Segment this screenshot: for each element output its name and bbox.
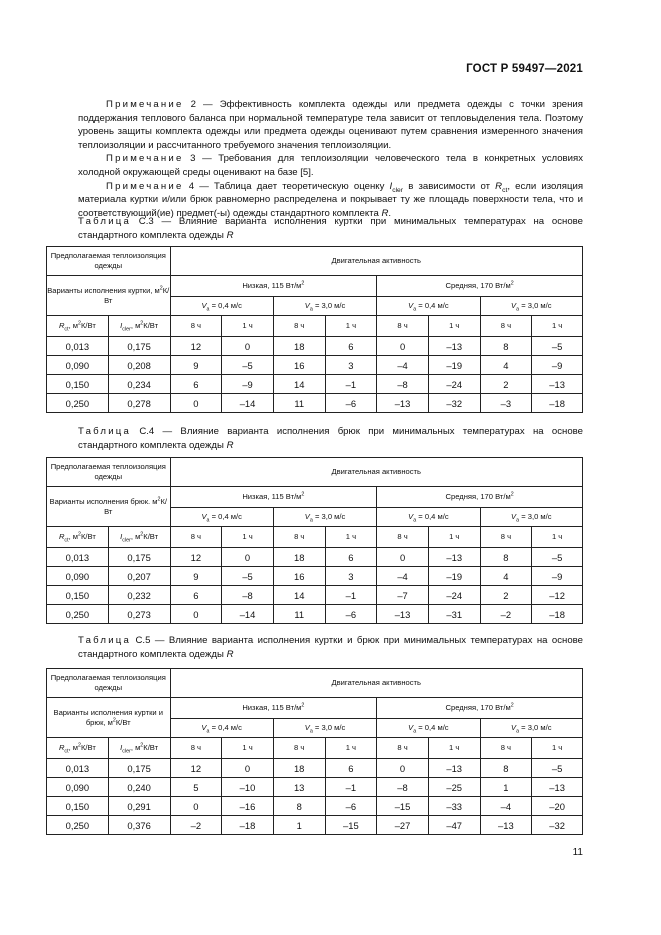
temperature-value: 0 [170, 797, 222, 816]
temperature-value: 11 [273, 394, 325, 413]
temperature-value: –8 [377, 778, 429, 797]
table-row [47, 548, 583, 567]
duration-header: 8 ч [273, 738, 325, 759]
duration-header: 1 ч [222, 527, 274, 548]
temperature-value: 1 [480, 778, 532, 797]
duration-header: 8 ч [480, 316, 532, 337]
temperature-value: –18 [222, 816, 274, 835]
caption-text: — Влияние варианта исполнения брюк при минимальных температурах на основе стандартного комплекта одежды [78, 426, 583, 451]
duration-header: 1 ч [428, 527, 480, 548]
temperature-value: –7 [377, 586, 429, 605]
activity-medium: Средняя, 170 $Вт/м^2$ [377, 487, 583, 508]
duration-header: 1 ч [428, 738, 480, 759]
table-row [47, 567, 583, 586]
table-row [47, 356, 583, 375]
temperature-value: 6 [325, 548, 377, 567]
icler-value: 0,273 [108, 605, 170, 624]
table-caption [78, 425, 583, 452]
icler-value: 0,240 [108, 778, 170, 797]
temperature-value: 0 [222, 759, 274, 778]
note-4: Примечание 4 — Таблица дает теоретическую оценку $I_{cler}$ в зависимости от $R_{ct}$, если изоляция материала куртки и/или брюк равномерно распределена и покрывает ту же площадь поверхности тела, что и соответствующий(ие) предмет(-ы) одежды стандартного комплекта R. [78, 180, 584, 219]
duration-header: 8 ч [377, 316, 429, 337]
table-row [47, 759, 583, 778]
table-row [47, 586, 583, 605]
duration-header: 1 ч [222, 738, 274, 759]
temperature-value: 0 [222, 337, 274, 356]
temperature-value: –47 [428, 816, 480, 835]
temperature-value: 6 [325, 337, 377, 356]
temperature-value: –32 [428, 394, 480, 413]
caption-num: С.3 [138, 216, 154, 227]
rct-value: 0,150 [47, 586, 109, 605]
activity-header: Двигательная активность [170, 669, 583, 698]
temperature-value: 0 [170, 605, 222, 624]
temperature-value: –13 [377, 605, 429, 624]
header-row [47, 738, 583, 759]
note-2: Примечание 2 — Эффективность комплекта одежды или предмета одежды с точки зрения поддержания теплового баланса при нормальной температуре тела зависит от тепловыделения тела. Поэтому уровень защиты комплекта одежды или предмета одежды оценивают путем сравнения измеренного значения теплоизоляции и рассчитанного требуемого значения теплоизоляции. [78, 99, 583, 151]
data-table [46, 668, 583, 835]
temperature-value: 16 [273, 356, 325, 375]
rct-value: 0,150 [47, 375, 109, 394]
temperature-value: –12 [532, 586, 583, 605]
rct-value: 0,090 [47, 356, 109, 375]
temperature-value: 3 [325, 356, 377, 375]
caption-symbol: R [226, 229, 234, 241]
duration-header: 1 ч [325, 316, 377, 337]
temperature-value: 4 [480, 356, 532, 375]
wind-speed-header: $V_a = 3,0$ м/с [273, 508, 376, 527]
rct-value: 0,250 [47, 605, 109, 624]
icler-value: 0,207 [108, 567, 170, 586]
temperature-value: –1 [325, 778, 377, 797]
duration-header: 8 ч [480, 527, 532, 548]
temperature-value: –27 [377, 816, 429, 835]
temperature-value: 3 [325, 567, 377, 586]
temperature-value: 9 [170, 567, 222, 586]
icler-value: 0,234 [108, 375, 170, 394]
wind-speed-header: $V_a = 0,4$ м/с [377, 508, 480, 527]
temperature-value: 12 [170, 548, 222, 567]
temperature-value: –13 [480, 816, 532, 835]
temperature-value: –13 [377, 394, 429, 413]
temperature-value: 2 [480, 375, 532, 394]
icler-value: 0,278 [108, 394, 170, 413]
rct-value: 0,013 [47, 759, 109, 778]
table-row [47, 816, 583, 835]
temperature-value: –13 [532, 375, 583, 394]
temperature-value: –19 [428, 567, 480, 586]
temperature-value: 14 [273, 586, 325, 605]
temperature-value: –5 [532, 759, 583, 778]
icler-header: $I_{cler}$, $м^2К/Вт$ [108, 527, 170, 548]
temperature-value: 11 [273, 605, 325, 624]
temperature-value: –13 [428, 759, 480, 778]
duration-header: 1 ч [532, 316, 583, 337]
table-row [47, 375, 583, 394]
activity-medium: Средняя, 170 $Вт/м^2$ [377, 698, 583, 719]
rct-value: 0,013 [47, 337, 109, 356]
header-row [47, 669, 583, 698]
temperature-value: 12 [170, 337, 222, 356]
rct-header: $R_{ct}$, $м^2К/Вт$ [47, 527, 109, 548]
temperature-value: –5 [222, 356, 274, 375]
duration-header: 1 ч [325, 738, 377, 759]
wind-speed-header: $V_a = 0,4$ м/с [377, 719, 480, 738]
temperature-value: 12 [170, 759, 222, 778]
icler-value: 0,208 [108, 356, 170, 375]
activity-header: Двигательная активность [170, 458, 583, 487]
wind-speed-header: $V_a = 3,0$ м/с [273, 297, 376, 316]
temperature-value: 8 [480, 337, 532, 356]
wind-speed-header: $V_a = 0,4$ м/с [377, 297, 480, 316]
temperature-value: –25 [428, 778, 480, 797]
page-number: 11 [572, 847, 583, 858]
duration-header: 1 ч [428, 316, 480, 337]
duration-header: 1 ч [532, 738, 583, 759]
header-row [47, 276, 583, 297]
temperature-value: –19 [428, 356, 480, 375]
duration-header: 1 ч [222, 316, 274, 337]
temperature-value: 0 [377, 337, 429, 356]
temperature-value: 8 [273, 797, 325, 816]
temperature-value: –18 [532, 394, 583, 413]
rct-header: $R_{ct}$, $м^2К/Вт$ [47, 316, 109, 337]
data-table [46, 457, 583, 624]
rct-value: 0,090 [47, 778, 109, 797]
temperature-value: –20 [532, 797, 583, 816]
rct-value: 0,150 [47, 797, 109, 816]
caption-word: Таблица [78, 635, 132, 646]
temperature-value: –15 [377, 797, 429, 816]
rct-value: 0,250 [47, 816, 109, 835]
temperature-value: 0 [222, 548, 274, 567]
temperature-value: 0 [377, 759, 429, 778]
header-row [47, 247, 583, 276]
header-row [47, 698, 583, 719]
temperature-value: 18 [273, 337, 325, 356]
note-3: Примечание 3 — Требования для теплоизоляции человеческого тела в конкретных условиях холодной окружающей среды оценивают на базе [5]. [78, 153, 583, 178]
temperature-value: –2 [170, 816, 222, 835]
header-row [47, 487, 583, 508]
wind-speed-header: $V_a = 3,0$ м/с [480, 297, 582, 316]
temperature-value: –13 [428, 548, 480, 567]
table-row [47, 337, 583, 356]
temperature-value: 14 [273, 375, 325, 394]
caption-word: Таблица [78, 426, 132, 437]
temperature-value: –24 [428, 375, 480, 394]
caption-num: С.4 [139, 426, 155, 437]
temperature-value: –1 [325, 586, 377, 605]
duration-header: 8 ч [273, 527, 325, 548]
header-row [47, 527, 583, 548]
icler-value: 0,175 [108, 548, 170, 567]
temperature-value: –5 [532, 337, 583, 356]
activity-low: Низкая, 115 $Вт/м^2$ [170, 698, 377, 719]
rct-value: 0,013 [47, 548, 109, 567]
wind-speed-header: $V_a = 0,4$ м/с [170, 508, 273, 527]
temperature-value: –8 [222, 586, 274, 605]
temperature-value: 1 [273, 816, 325, 835]
duration-header: 8 ч [377, 738, 429, 759]
wind-speed-header: $V_a = 0,4$ м/с [170, 297, 273, 316]
duration-header: 8 ч [170, 738, 222, 759]
caption-word: Таблица [78, 216, 132, 227]
temperature-value: –6 [325, 394, 377, 413]
temperature-value: 5 [170, 778, 222, 797]
data-table [46, 246, 583, 413]
temperature-value: –4 [377, 567, 429, 586]
temperature-value: –10 [222, 778, 274, 797]
table-caption [78, 215, 583, 242]
temperature-value: –31 [428, 605, 480, 624]
assumed-insulation-header: Предполагаемая теплоизоляция одежды [47, 458, 171, 487]
temperature-value: –6 [325, 605, 377, 624]
temperature-value: –5 [222, 567, 274, 586]
temperature-value: –4 [377, 356, 429, 375]
temperature-value: –4 [480, 797, 532, 816]
wind-speed-header: $V_a = 3,0$ м/с [273, 719, 376, 738]
activity-medium: Средняя, 170 $Вт/м^2$ [377, 276, 583, 297]
wind-speed-header: $V_a = 3,0$ м/с [480, 719, 582, 738]
icler-value: 0,175 [108, 337, 170, 356]
temperature-value: –15 [325, 816, 377, 835]
duration-header: 8 ч [480, 738, 532, 759]
temperature-value: 0 [170, 394, 222, 413]
temperature-value: 6 [325, 759, 377, 778]
temperature-value: –33 [428, 797, 480, 816]
temperature-value: 2 [480, 586, 532, 605]
wind-speed-header: $V_a = 3,0$ м/с [480, 508, 582, 527]
duration-header: 8 ч [170, 316, 222, 337]
temperature-value: 13 [273, 778, 325, 797]
duration-header: 8 ч [273, 316, 325, 337]
activity-low: Низкая, 115 $Вт/м^2$ [170, 276, 377, 297]
caption-symbol: R [226, 648, 234, 660]
header-row [47, 458, 583, 487]
temperature-value: –13 [428, 337, 480, 356]
temperature-value: 18 [273, 759, 325, 778]
table-row [47, 797, 583, 816]
temperature-value: –5 [532, 548, 583, 567]
icler-header: $I_{cler}$, $м^2К/Вт$ [108, 316, 170, 337]
icler-header: $I_{cler}$, $м^2К/Вт$ [108, 738, 170, 759]
temperature-value: 6 [170, 586, 222, 605]
icler-value: 0,232 [108, 586, 170, 605]
temperature-value: –9 [532, 356, 583, 375]
temperature-value: 9 [170, 356, 222, 375]
temperature-value: –14 [222, 605, 274, 624]
notes-block [78, 98, 583, 220]
variant-header: Варианты исполнения куртки и брюк, $м^2К/Вт$ [47, 698, 171, 738]
temperature-value: –24 [428, 586, 480, 605]
temperature-value: 18 [273, 548, 325, 567]
assumed-insulation-header: Предполагаемая теплоизоляция одежды [47, 669, 171, 698]
variant-header: Варианты исполнения брюк. $м^2К/Вт$ [47, 487, 171, 527]
temperature-value: –32 [532, 816, 583, 835]
table-row [47, 605, 583, 624]
temperature-value: –13 [532, 778, 583, 797]
temperature-value: –3 [480, 394, 532, 413]
variant-header: Варианты исполнения куртки, $м^2К/Вт$ [47, 276, 171, 316]
duration-header: 8 ч [377, 527, 429, 548]
temperature-value: –16 [222, 797, 274, 816]
temperature-value: –1 [325, 375, 377, 394]
rct-header: $R_{ct}$, $м^2К/Вт$ [47, 738, 109, 759]
activity-header: Двигательная активность [170, 247, 583, 276]
temperature-value: 4 [480, 567, 532, 586]
rct-value: 0,250 [47, 394, 109, 413]
table-caption [78, 634, 583, 661]
duration-header: 8 ч [170, 527, 222, 548]
caption-text: — Влияние варианта исполнения куртки при минимальных температурах на основе стандартного комплекта одежды [78, 216, 583, 241]
header-row [47, 316, 583, 337]
table-row [47, 778, 583, 797]
rct-value: 0,090 [47, 567, 109, 586]
temperature-value: 6 [170, 375, 222, 394]
caption-num: С.5 [135, 635, 151, 646]
icler-value: 0,376 [108, 816, 170, 835]
temperature-value: –2 [480, 605, 532, 624]
temperature-value: 8 [480, 759, 532, 778]
temperature-value: –9 [532, 567, 583, 586]
standard-id: ГОСТ Р 59497—2021 [466, 63, 583, 75]
assumed-insulation-header: Предполагаемая теплоизоляция одежды [47, 247, 171, 276]
wind-speed-header: $V_a = 0,4$ м/с [170, 719, 273, 738]
temperature-value: –18 [532, 605, 583, 624]
temperature-value: –6 [325, 797, 377, 816]
temperature-value: 0 [377, 548, 429, 567]
icler-value: 0,291 [108, 797, 170, 816]
temperature-value: 16 [273, 567, 325, 586]
temperature-value: –9 [222, 375, 274, 394]
duration-header: 1 ч [532, 527, 583, 548]
duration-header: 1 ч [325, 527, 377, 548]
temperature-value: 8 [480, 548, 532, 567]
temperature-value: –8 [377, 375, 429, 394]
table-row [47, 394, 583, 413]
caption-symbol: R [226, 439, 234, 451]
activity-low: Низкая, 115 $Вт/м^2$ [170, 487, 377, 508]
caption-text: — Влияние варианта исполнения куртки и брюк при минимальных температурах на основе стандартного комплекта одежды [78, 635, 583, 660]
temperature-value: –14 [222, 394, 274, 413]
icler-value: 0,175 [108, 759, 170, 778]
